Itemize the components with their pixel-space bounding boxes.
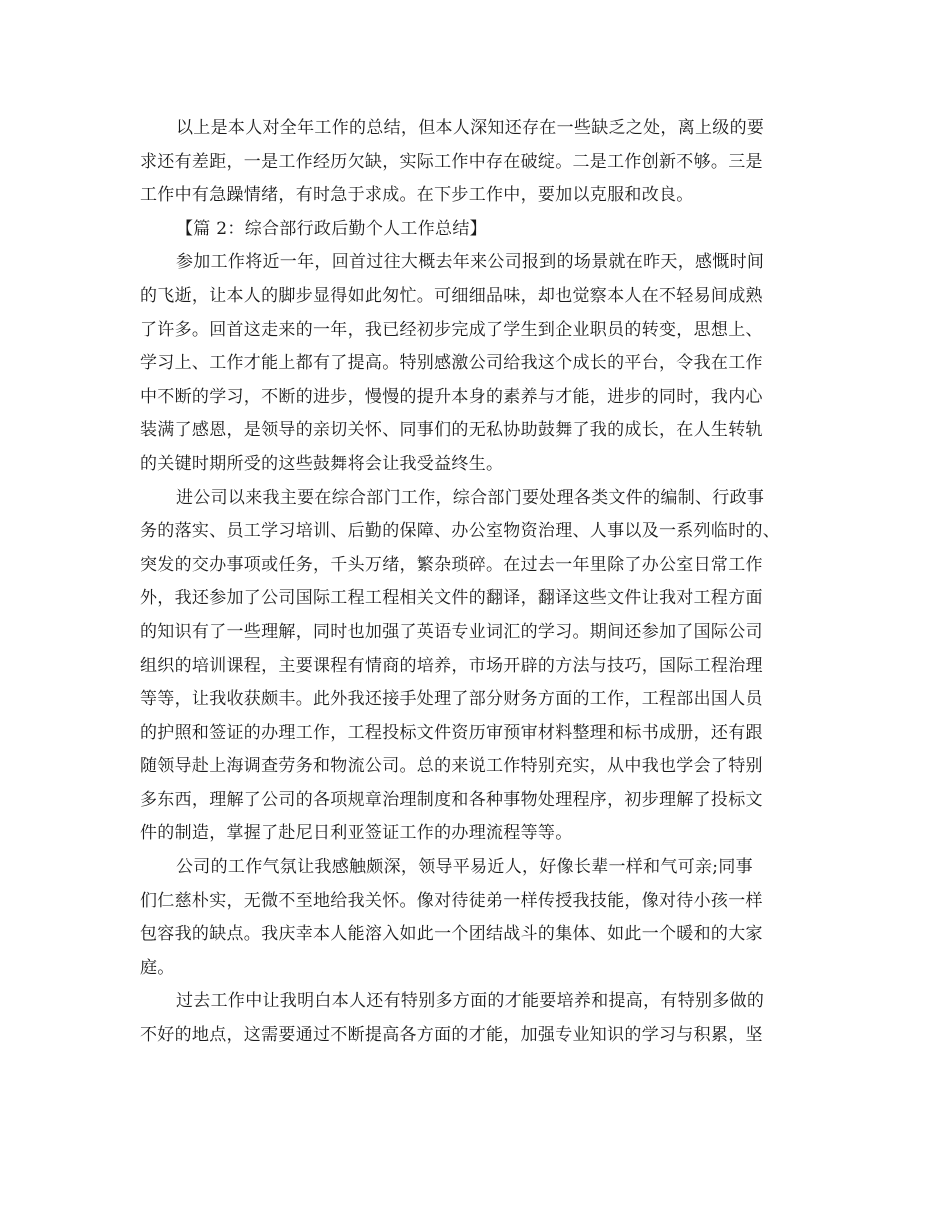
document-body [140, 112, 810, 1053]
text-line: 过去工作中让我明白本人还有特别多方面的才能要培养和提高，有特别多做的 [176, 991, 765, 1012]
text-line: 庭。 [140, 957, 175, 978]
text-line: 求还有差距，一是工作经历欠缺，实际工作中存在破绽。二是工作创新不够。三是 [140, 151, 763, 172]
text-line: 组织的培训课程，主要课程有情商的培养，市场开辟的方法与技巧，国际工程治理 [140, 655, 763, 676]
text-line: 参加工作将近一年，回首过往大概去年来公司报到的场景就在昨天，感慨时间 [176, 252, 765, 273]
text-line: 装满了感恩，是领导的亲切关怀、同事们的无私协助鼓舞了我的成长，在人生转轨 [140, 420, 763, 441]
text-line: 学习上、工作才能上都有了提高。特别感激公司给我这个成长的平台，令我在工作 [140, 353, 763, 374]
text-line: 以上是本人对全年工作的总结，但本人深知还存在一些缺乏之处，离上级的要 [176, 118, 765, 138]
text-line: 公司的工作气氛让我感触颇深，领导平易近人，好像长辈一样和气可亲;同事 [176, 857, 753, 878]
text-line: 中不断的学习，不断的进步，慢慢的提升本身的素养与才能，进步的同时，我内心 [140, 386, 763, 407]
text-line: 随领导赴上海调查劳务和物流公司。总的来说工作特别充实，从中我也学会了特别 [140, 756, 763, 777]
text-line: 的关键时期所受的这些鼓舞将会让我受益终生。 [140, 453, 504, 474]
text-line: 突发的交办事项或任务，千头万绪，繁杂琐碎。在过去一年里除了办公室日常工作 [140, 554, 763, 575]
text-line: 务的落实、员工学习培训、后勤的保障、办公室物资治理、人事以及一系列临时的、 [140, 521, 781, 542]
text-line: 的飞逝，让本人的脚步显得如此匆忙。可细细品味，却也觉察本人在不轻易间成熟 [140, 285, 763, 306]
text-line: 进公司以来我主要在综合部门工作，综合部门要处理各类文件的编制、行政事 [176, 487, 765, 508]
text-line: 的护照和签证的办理工作，工程投标文件资历审预审材料整理和标书成册，还有跟 [140, 722, 763, 743]
text-line: 了许多。回首这走来的一年，我已经初步完成了学生到企业职员的转变，思想上、 [140, 319, 763, 340]
text-line: 的知识有了一些理解，同时也加强了英语专业词汇的学习。期间还参加了国际公司 [140, 621, 763, 642]
text-line: 外，我还参加了公司国际工程工程相关文件的翻译，翻译这些文件让我对工程方面 [140, 588, 763, 609]
text-line: 多东西，理解了公司的各项规章治理制度和各种事物处理程序，初步理解了投标文 [140, 789, 763, 810]
text-line: 包容我的缺点。我庆幸本人能溶入如此一个团结战斗的集体、如此一个暖和的大家 [140, 924, 763, 945]
text-line: 件的制造，掌握了赴尼日利亚签证工作的办理流程等等。 [140, 823, 573, 844]
text-line: 工作中有急躁情绪，有时急于求成。在下步工作中，要加以克服和改良。 [140, 185, 694, 206]
text-line: 不好的地点，这需要通过不断提高各方面的才能，加强专业知识的学习与积累，坚 [140, 1025, 763, 1046]
text-line: 们仁慈朴实，无微不至地给我关怀。像对待徒弟一样传授我技能，像对待小孩一样 [140, 890, 763, 911]
section-heading: 【篇 2：综合部行政后勤个人工作总结】 [176, 218, 487, 239]
text-line: 等等，让我收获颇丰。此外我还接手处理了部分财务方面的工作，工程部出国人员 [140, 689, 763, 710]
